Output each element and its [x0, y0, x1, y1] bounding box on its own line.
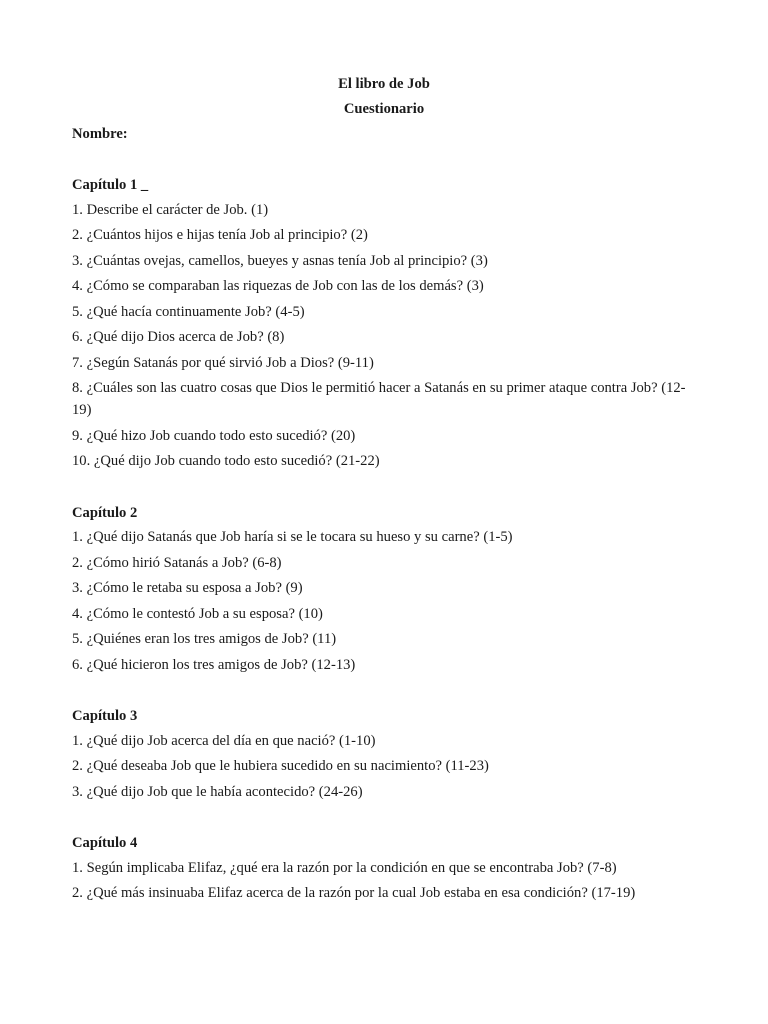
question-item: 2. ¿Qué deseaba Job que le hubiera sucedido en su nacimiento? (11-23): [72, 758, 489, 774]
chapter-section-2: [72, 501, 696, 680]
document-subtitle: Cuestionario: [343, 101, 425, 117]
question-item: 6. ¿Qué hicieron los tres amigos de Job? (12-13): [72, 656, 356, 673]
question-item: 2. ¿Qué más insinuaba Elifaz acerca de la razón por la cual Job estaba en esa condición? (17-19): [72, 885, 636, 901]
question-item: 2. ¿Cómo hirió Satanás a Job? (6-8): [72, 554, 282, 571]
name-label: Nombre:: [72, 126, 128, 142]
question-item: 3. ¿Cuántas ovejas, camellos, bueyes y asnas tenía Job al principio? (3): [72, 252, 488, 269]
question-item: 6. ¿Qué dijo Dios acerca de Job? (8): [72, 329, 285, 345]
chapter-heading: Capítulo 2: [72, 504, 138, 521]
chapters-container: [72, 173, 696, 908]
chapter-heading: Capítulo 4: [72, 835, 138, 851]
question-item: 7. ¿Según Satanás por qué sirvió Job a Dios? (9-11): [72, 354, 374, 371]
question-item: 1. ¿Qué dijo Job acerca del día en que nació? (1-10): [72, 732, 376, 749]
question-item: 5. ¿Quiénes eran los tres amigos de Job? (11): [72, 631, 337, 647]
question-item: 9. ¿Qué hizo Job cuando todo esto sucedió? (20): [72, 427, 356, 444]
question-item: 1. Describe el carácter de Job. (1): [72, 201, 269, 218]
question-item: 10. ¿Qué dijo Job cuando todo esto sucedió? (21-22): [72, 453, 380, 469]
question-item: 1. Según implicaba Elifaz, ¿qué era la razón por la condición en que se encontraba Job? (7-8): [72, 859, 617, 876]
question-item: 3. ¿Cómo le retaba su esposa a Job? (9): [72, 580, 303, 596]
question-item: 4. ¿Cómo se comparaban las riquezas de Job con las de los demás? (3): [72, 278, 484, 294]
chapter-heading: Capítulo 1 _: [72, 177, 149, 193]
chapter-heading: Capítulo 3: [72, 708, 138, 724]
document-title: El libro de Job: [338, 76, 430, 92]
question-item: 8. ¿Cuáles son las cuatro cosas que Dios le permitió hacer a Satanás en su primer ataque contra Job? (12-19): [72, 380, 686, 418]
question-item: 3. ¿Qué dijo Job que le había acontecido? (24-26): [72, 783, 363, 800]
chapter-section-3: [72, 704, 696, 806]
question-item: 5. ¿Qué hacía continuamente Job? (4-5): [72, 303, 305, 320]
question-item: 2. ¿Cuántos hijos e hijas tenía Job al principio? (2): [72, 227, 368, 243]
question-item: 1. ¿Qué dijo Satanás que Job haría si se le tocara su hueso y su carne? (1-5): [72, 529, 513, 545]
chapter-section-1: [72, 173, 696, 476]
question-item: 4. ¿Cómo le contestó Job a su esposa? (10): [72, 605, 323, 622]
chapter-section-4: [72, 831, 696, 908]
